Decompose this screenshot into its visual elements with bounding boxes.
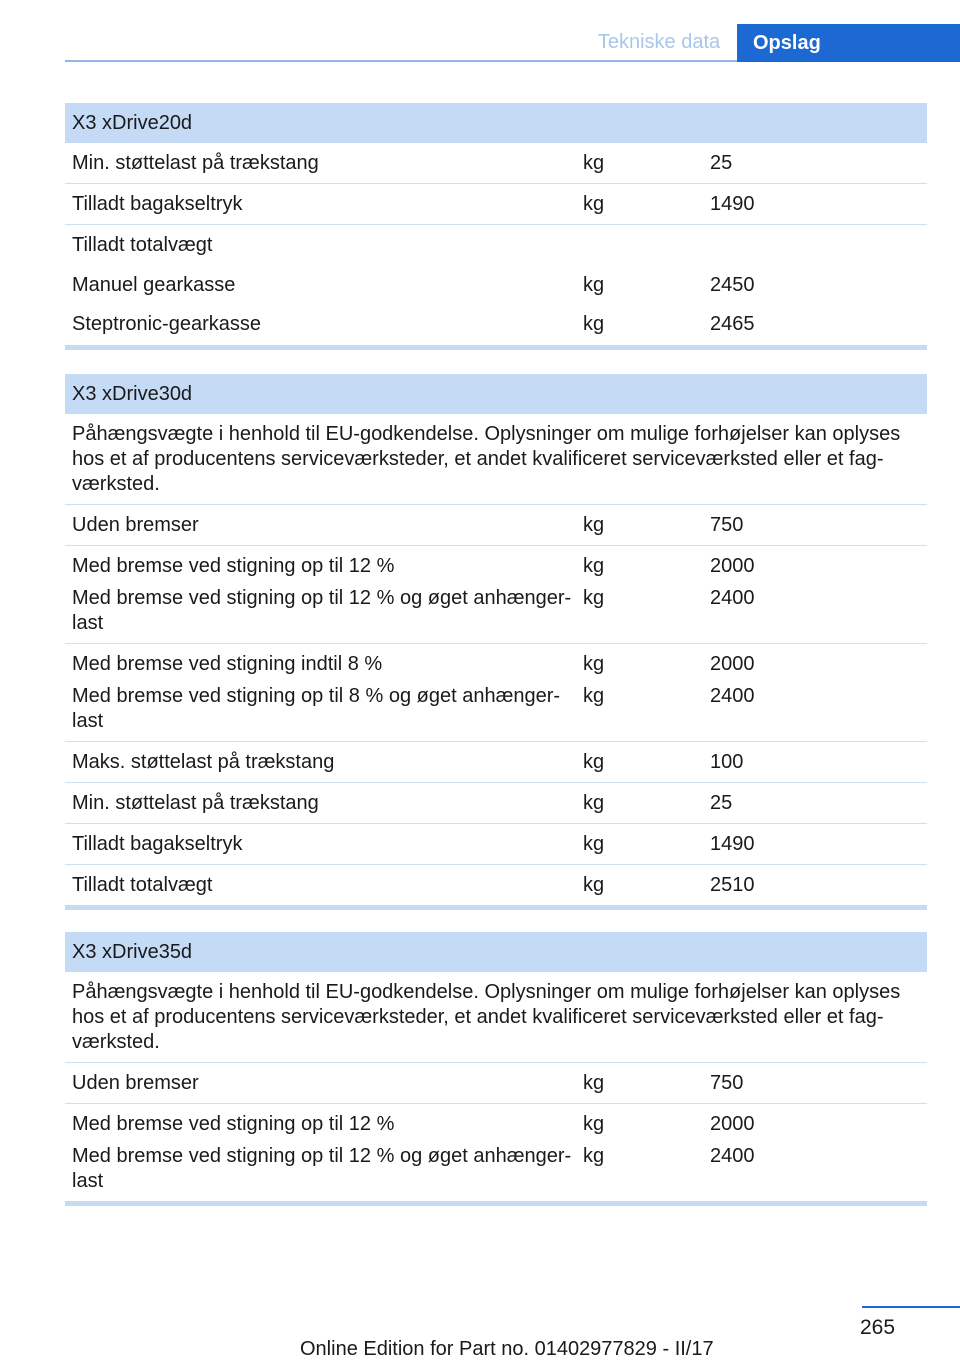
row-label: Uden bremser xyxy=(72,1072,199,1094)
row-value: 25 xyxy=(710,792,733,814)
row-label: Tilladt bagakseltryk xyxy=(72,193,243,215)
table-note xyxy=(65,972,927,1063)
table-row xyxy=(65,273,927,298)
row-unit: kg xyxy=(583,792,605,814)
table-end-bar xyxy=(65,345,927,350)
row-value: 750 xyxy=(710,1072,744,1094)
row-label: Maks. støttelast på trækstang xyxy=(72,751,335,773)
group-label: Tilladt totalvægt xyxy=(72,234,213,256)
row-unit: kg xyxy=(583,1145,605,1167)
row-label: Tilladt totalvægt xyxy=(72,874,213,896)
row-label: Med bremse ved stigning op til 12 % og øget anhængerlast xyxy=(72,587,572,634)
row-label: Med bremse ved stigning op til 12 % xyxy=(72,555,395,577)
row-label: Uden bremser xyxy=(72,514,199,536)
row-value: 2000 xyxy=(710,555,755,577)
row-label: Min. støttelast på trækstang xyxy=(72,152,319,174)
table-row xyxy=(65,143,927,184)
row-label: Med bremse ved stigning op til 12 % xyxy=(72,1113,395,1135)
row-unit: kg xyxy=(583,751,605,773)
row-value: 100 xyxy=(710,751,744,773)
table-row xyxy=(65,1063,927,1104)
row-unit: kg xyxy=(583,555,605,577)
row-unit: kg xyxy=(583,685,605,707)
table-row xyxy=(65,1112,927,1137)
table-end-bar xyxy=(65,905,927,910)
row-label: Med bremse ved stigning op til 8 % og øget anhængerlast xyxy=(72,685,561,732)
table-group xyxy=(65,225,927,345)
spec-table-xdrive35d xyxy=(65,932,927,1206)
table-title: X3 xDrive35d xyxy=(65,932,927,972)
tab-opslag[interactable]: Opslag xyxy=(737,24,960,62)
row-label: Tilladt bagakseltryk xyxy=(72,833,243,855)
row-value: 2465 xyxy=(710,313,755,335)
row-value: 2000 xyxy=(710,1113,755,1135)
table-row xyxy=(65,505,927,546)
table-note xyxy=(65,414,927,505)
tab-tekniske-data[interactable]: Tekniske data xyxy=(597,31,721,53)
row-unit: kg xyxy=(583,874,605,896)
spec-table-xdrive20d xyxy=(65,103,927,350)
spec-table-xdrive30d xyxy=(65,374,927,910)
row-unit: kg xyxy=(583,587,605,609)
table-end-bar xyxy=(65,1201,927,1206)
page-number: 265 xyxy=(860,1316,896,1339)
table-row xyxy=(65,652,927,677)
table-row-pair xyxy=(65,546,927,644)
group-heading xyxy=(65,233,927,258)
row-unit: kg xyxy=(583,193,605,215)
row-label: Min. støttelast på trækstang xyxy=(72,792,319,814)
row-unit: kg xyxy=(583,152,605,174)
table-row xyxy=(65,865,927,905)
edition-footer: Online Edition for Part no. 01402977829 - II/17 xyxy=(300,1338,714,1360)
row-value: 2510 xyxy=(710,874,755,896)
row-unit: kg xyxy=(583,313,605,335)
table-row xyxy=(65,783,927,824)
table-row xyxy=(65,824,927,865)
note-text: Påhængsvægte i henhold til EU-godkendelse. Oplysninger om mulige forhøjelser kan oplyses hos et af producentens serviceværksteder, et andet kvalificeret serviceværksted eller et fagværksted. xyxy=(72,423,901,495)
row-unit: kg xyxy=(583,1072,605,1094)
table-row xyxy=(65,586,927,636)
row-value: 2400 xyxy=(710,685,755,707)
row-value: 1490 xyxy=(710,833,755,855)
table-row-pair xyxy=(65,1104,927,1201)
row-label: Steptronic-gearkasse xyxy=(72,313,261,335)
row-value: 2400 xyxy=(710,1145,755,1167)
table-row xyxy=(65,184,927,225)
row-unit: kg xyxy=(583,274,605,296)
row-value: 2000 xyxy=(710,653,755,675)
table-row xyxy=(65,1144,927,1194)
page-number-rule xyxy=(862,1306,960,1308)
row-label: Med bremse ved stigning op til 12 % og øget anhængerlast xyxy=(72,1145,572,1192)
row-value: 25 xyxy=(710,152,733,174)
row-value: 750 xyxy=(710,514,744,536)
table-row-pair xyxy=(65,644,927,742)
table-row xyxy=(65,742,927,783)
row-value: 2400 xyxy=(710,587,755,609)
row-value: 2450 xyxy=(710,274,755,296)
table-row xyxy=(65,684,927,734)
row-value: 1490 xyxy=(710,193,755,215)
row-label: Manuel gearkasse xyxy=(72,274,236,296)
table-row xyxy=(65,554,927,579)
row-unit: kg xyxy=(583,653,605,675)
row-unit: kg xyxy=(583,1113,605,1135)
row-label: Med bremse ved stigning indtil 8 % xyxy=(72,653,383,675)
table-row xyxy=(65,312,927,337)
note-text: Påhængsvægte i henhold til EU-godkendelse. Oplysninger om mulige forhøjelser kan oplyses hos et af producentens serviceværksteder, et andet kvalificeret serviceværksted eller et fagværksted. xyxy=(72,981,901,1053)
row-unit: kg xyxy=(583,514,605,536)
row-unit: kg xyxy=(583,833,605,855)
table-title: X3 xDrive20d xyxy=(65,103,927,143)
table-title: X3 xDrive30d xyxy=(65,374,927,414)
